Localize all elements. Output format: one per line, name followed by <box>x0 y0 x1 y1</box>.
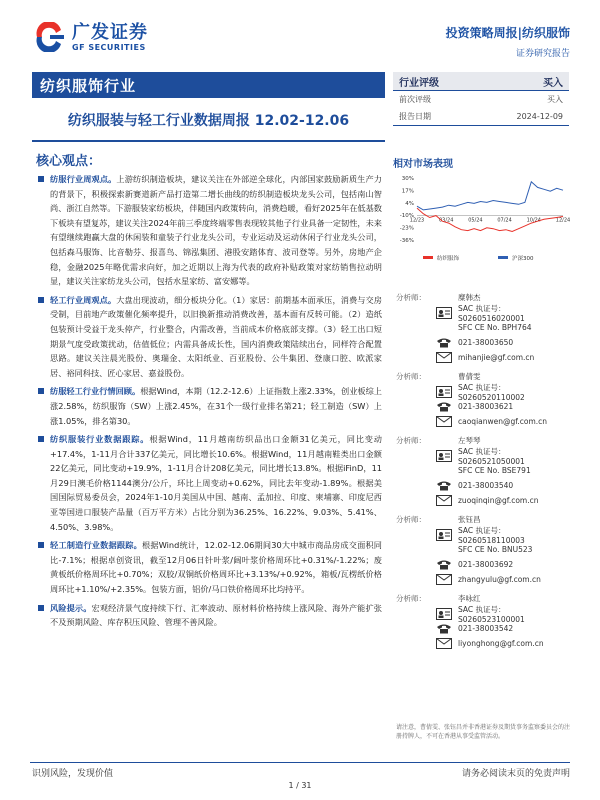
mail-icon <box>436 416 458 427</box>
bullet-icon <box>38 297 44 303</box>
analyst-email[interactable]: zuoqinqin@gf.com.cn <box>458 496 539 505</box>
report-date-label: 报告日期 <box>399 112 431 121</box>
mail-icon <box>436 574 458 585</box>
analyst-phone-row <box>396 399 572 414</box>
analyst-phone: 021-38003621 <box>458 402 514 411</box>
analyst-email-row <box>396 572 572 587</box>
page-number: 1 / 31 <box>288 781 312 790</box>
analyst-field-label: 分析师： <box>396 594 426 603</box>
paragraph-lead: 纺织服装行业数据跟踪。 <box>50 434 150 445</box>
paragraph-text: 宏观经济景气度持续下行、汇率波动、原材料价格持续上涨风险、海外产能扩张不及预期风险、库存积压风险、管理不善风险。 <box>50 602 382 628</box>
x-tick-label: 12/23 <box>409 217 425 224</box>
x-tick-label: 07/24 <box>497 217 512 224</box>
analyst-email[interactable]: caoqianwen@gf.com.cn <box>458 417 548 426</box>
analyst-phone-row <box>396 621 572 636</box>
analyst-sac: SAC 执证号：S0260518110003 <box>458 525 525 545</box>
paragraph-text: 根据Wind，本期（12.2-12.6）上证指数上涨2.33%，创业板综上涨2.58%，纺织服饰（SW）上涨2.45%，在31个一级行业排名第21；轻工制造（SW）上涨1.05%，排名第30。 <box>50 386 382 426</box>
footer-disclaimer-link[interactable]: 请务必阅读末页的免责声明 <box>461 769 570 779</box>
paragraph-text: 根据Wind，11月越南纺织品出口金额31亿美元，同比变动+17.4%，1-11月合计337亿美元，同比增长10.6%。根据Wind，11月越南鞋类出口金额22亿美元，同比变动+19.9%，1-11月合计208亿美元，同比增长13.8%。根据iFinD，11月29日澳毛价格1144澳分/公斤，环比上周变动+0.62%，同比去年变动-1.89%。根据美国国际贸易委员会，2024年1-10月美国从中国、越南、孟加拉、印度、柬埔寨、印度尼西亚等国进口服装产品量（百万平方米）占比分别为36.25%、16.22%、9.03%、5.41%、4.50%、3.98%。 <box>50 434 382 532</box>
analyst-email[interactable]: liyonghong@gf.com.cn <box>458 639 544 648</box>
analyst-field-label: 分析师： <box>396 515 426 524</box>
analyst-email-row <box>396 350 572 365</box>
analyst-field-label: 分析师： <box>396 436 426 445</box>
analyst-sfc: SFC CE No. BNU523 <box>458 545 533 554</box>
analyst-sfc: SFC CE No. BSE791 <box>458 466 531 475</box>
paragraph-lead: 轻工行业周观点。 <box>50 294 117 305</box>
gf-logo-icon <box>34 22 68 52</box>
analyst-name: 糜韩杰 <box>458 293 481 302</box>
person-icon <box>436 386 458 398</box>
title-divider <box>32 140 385 142</box>
analyst-phone: 021-38003540 <box>458 481 514 490</box>
core-viewpoints-title: 核心观点： <box>36 154 102 169</box>
analyst-sfc-row <box>396 463 572 478</box>
bullet-icon <box>38 605 44 611</box>
legend-swatch <box>423 256 433 259</box>
page-header <box>0 0 600 64</box>
core-viewpoints <box>36 172 382 634</box>
industry-title: 纺织服饰行业 <box>40 77 137 95</box>
analyst-sfc: SFC CE No. BPH764 <box>458 323 532 332</box>
analyst-name: 曹倩雯 <box>458 372 481 381</box>
report-title: 纺织服装与轻工行业数据周报 12.02-12.06 <box>67 113 350 129</box>
x-tick-label: 03/24 <box>438 217 454 224</box>
footer-slogan: 识别风险，发现价值 <box>32 769 114 779</box>
analyst-field-label: 分析师： <box>396 372 426 381</box>
bullet-icon <box>38 176 44 182</box>
report-type: 投资策略周报|纺织服饰 <box>445 26 570 40</box>
phone-icon <box>436 559 458 570</box>
analyst-email[interactable]: mihanjie@gf.com.cn <box>458 353 535 362</box>
analyst-phone: 021-38003650 <box>458 338 514 347</box>
bullet-icon <box>38 388 44 394</box>
analyst-sac: SAC 执证号：S0260521050001 <box>458 446 525 466</box>
prev-rating-value: 买入 <box>547 95 563 104</box>
analyst-sfc-row <box>396 542 572 557</box>
paragraph-lead: 风险提示。 <box>50 602 92 613</box>
gf-logo <box>34 22 148 52</box>
analyst-phone-row <box>396 478 572 493</box>
legend-label: 纺织服饰 <box>437 256 460 262</box>
bullet-icon <box>38 436 44 442</box>
analyst-sac-row <box>396 525 572 545</box>
analyst-sac: SAC 执证号：S0260523100001 <box>458 604 525 624</box>
series-line-1 <box>417 182 563 210</box>
paragraph-text: 根据Wind统计，12.02-12.06期间30大中城市商品房成交面积同比-7.1%；根据卓创资讯，截至12月06日针叶浆/阔叶浆价格周环比+0.31%/-1.22%；废黄板纸价格周环比+0.70%；双胶/双铜纸价格周环比+3.13%/+0.92%，箱板/瓦楞纸价格周环比+1.10%/+2.35%。包装方面，铝价/马口铁价格周环比均持平。 <box>50 540 382 595</box>
report-date-value: 2024-12-09 <box>516 112 563 121</box>
person-icon <box>436 608 458 620</box>
paragraph-text: 大盘出现波动，细分板块分化。（1）家居：前期基本面承压，消费与交房受制，目前地产政策催化频率提升，以旧换新推动消费改善，基本面有反转可能。（2）造纸包装预计受益于龙头停产，行业整合，内需改善，当前成本价格底部支撑。（3）轻工出口短期景气度受政策扰动，估值低位；内需具备成长性，国内消费政策陆续出台，同样符合配置思路。建议关注晨光股份、奥瑞金、太阳纸业、百亚股份、公牛集团、登康口腔、欧派家居、裕同科技、匠心家居、嘉益股份。 <box>50 294 382 378</box>
person-icon <box>436 529 458 541</box>
analyst-sac-row <box>396 382 572 402</box>
paragraph-lead: 纺服行业周观点。 <box>50 174 117 184</box>
rating-value: 买入 <box>543 77 563 89</box>
report-subtype: 证券研究报告 <box>515 49 570 59</box>
logo-en-text: GF SECURITIES <box>72 42 146 52</box>
person-icon <box>436 307 458 319</box>
logo-cn-text: 广发证券 <box>72 21 148 43</box>
analyst-sac-row <box>396 303 572 323</box>
x-tick-label: 12/24 <box>555 217 571 224</box>
paragraph-text: 上游纺织制造板块，建议关注在外部逆全球化，内部国家鼓励新质生产力的背景下，积极探索新赛道新产品打造第二增长曲线的纺织制造板块龙头公司，包括南山智尚、浙江自然等。下游服装家纺板块，伴随国内政策转向，消费趋暖，看好2025年在低基数下板块有望复苏，建议关注2024年前三季度终端零售表现较其他子行业具备一定韧性，未来有望继续跑赢大盘的休闲装和童装子行业龙头公司，专业运动及运动休闲子行业龙头公司，包括森马服饰、比音勒芬、报喜鸟、锦泓集团、港股安踏体育、波司登等。另外，房地产企稳，金融2025年略优需求向好，加之近期以上海为代表的政府补贴政策对家纺销售拉动明显，建议关注家纺龙头公司，包括水星家纺、富安娜等。 <box>50 174 382 287</box>
analyst-phone: 021-38003692 <box>458 560 514 569</box>
mail-icon <box>436 495 458 506</box>
footer-divider <box>30 762 570 763</box>
analyst-phone-row <box>396 557 572 572</box>
y-tick-label: 4% <box>405 200 414 207</box>
prev-rating-label: 前次评级 <box>399 95 431 104</box>
legend-label: 沪深300 <box>512 256 534 262</box>
phone-icon <box>436 401 458 412</box>
analyst-email-row <box>396 414 572 429</box>
bullet-icon <box>38 542 44 548</box>
viewpoint-paragraph <box>36 172 382 289</box>
analyst-sac: SAC 执证号：S0260516020001 <box>458 303 525 323</box>
analyst-sac: SAC 执证号：S0260520110002 <box>458 382 525 402</box>
analyst-email-row <box>396 636 572 651</box>
viewpoint-paragraph <box>36 432 382 534</box>
x-tick-label: 10/24 <box>526 217 542 224</box>
y-tick-label: -36% <box>399 238 414 244</box>
analyst-email-row <box>396 493 572 508</box>
phone-icon <box>436 480 458 491</box>
analyst-name: 李咏红 <box>458 594 481 603</box>
y-tick-label: -10% <box>399 213 414 220</box>
viewpoint-paragraph <box>36 384 382 428</box>
analyst-name: 张钰昌 <box>458 515 481 524</box>
analyst-email[interactable]: zhangyulu@gf.com.cn <box>458 575 541 584</box>
analyst-phone: 021-38003542 <box>458 624 514 633</box>
relative-performance-chart <box>393 170 573 270</box>
y-tick-label: 30% <box>401 176 414 182</box>
person-icon <box>436 450 458 462</box>
mail-icon <box>436 638 458 649</box>
phone-icon <box>436 337 458 348</box>
rating-label: 行业评级 <box>399 77 439 89</box>
phone-icon <box>436 623 458 634</box>
industry-title-bar <box>32 72 385 98</box>
analyst-name: 左琴琴 <box>458 436 481 445</box>
paragraph-lead: 轻工制造行业数据跟踪。 <box>50 540 142 551</box>
disclaimer-note: 请注意，曹倩雯、张钰昌并非香港证券及期货事务监察委员会的注册持牌人，不可在香港从事受监管活动。 <box>396 724 571 740</box>
viewpoint-paragraph <box>36 601 382 630</box>
viewpoint-paragraph <box>36 293 382 381</box>
paragraph-lead: 纺服轻工行业行情回顾。 <box>50 386 141 397</box>
relative-chart-title: 相对市场表现 <box>393 159 453 170</box>
analyst-phone-row <box>396 335 572 350</box>
legend-swatch <box>498 256 508 259</box>
x-tick-label: 05/24 <box>468 217 483 224</box>
analyst-field-label: 分析师： <box>396 293 426 302</box>
rating-box <box>393 72 569 126</box>
analyst-list <box>396 290 572 655</box>
y-tick-label: -23% <box>399 225 414 232</box>
viewpoint-paragraph <box>36 538 382 596</box>
analyst-sfc-row <box>396 320 572 335</box>
mail-icon <box>436 352 458 363</box>
analyst-sac-row <box>396 446 572 466</box>
analyst-sac-row <box>396 604 572 624</box>
y-tick-label: 17% <box>401 188 414 195</box>
